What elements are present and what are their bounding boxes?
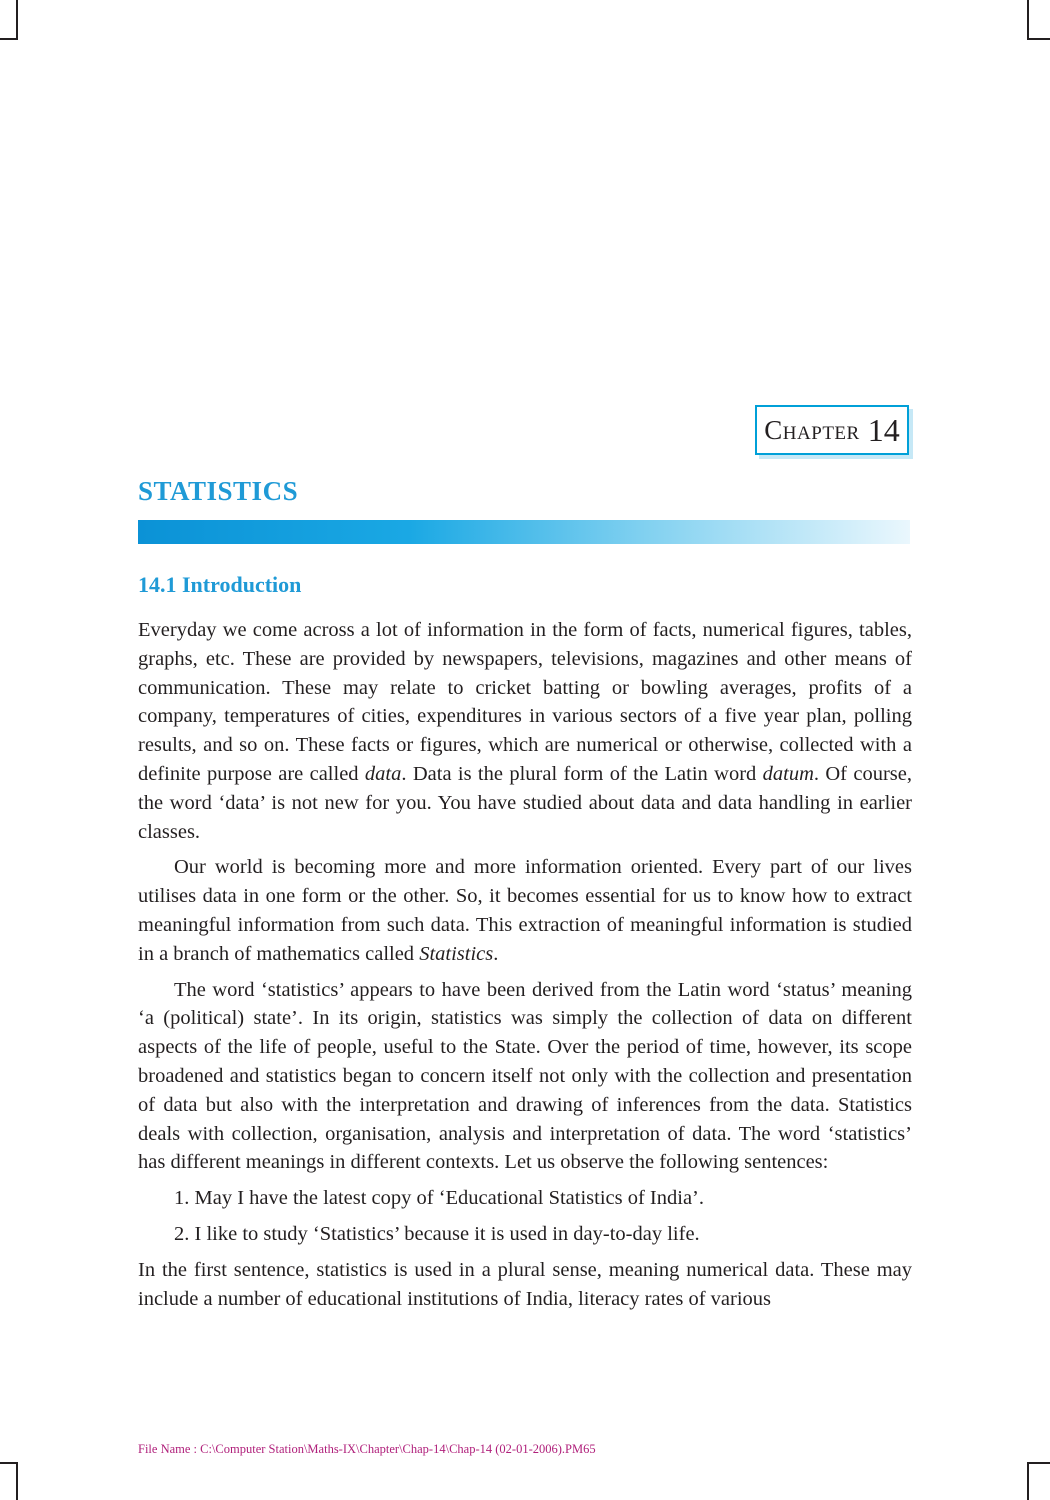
crop-mark-top-right-h xyxy=(1027,38,1050,40)
crop-mark-top-left xyxy=(16,0,18,40)
paragraph-4: In the first sentence, statistics is used in a plural sense, meaning numerical data. These may include a number of educational institutions of India, literacy rates of various xyxy=(138,1258,912,1310)
chapter-word: Chapter xyxy=(764,414,860,445)
file-name-footer: File Name : C:\Computer Station\Maths-IX\Chapter\Chap-14\Chap-14 (02-01-2006).PM65 xyxy=(138,1442,596,1456)
section-heading: 14.1 Introduction xyxy=(138,572,302,597)
paragraph-2: Our world is becoming more and more information oriented. Every part of our lives utilises data in one form or the other. So, it becomes essential for us to know how to extract meaningful information from such data. This extraction of meaningful information is studied in a branch of mathematics called Statistics. xyxy=(138,856,912,965)
term-data: data xyxy=(364,762,402,785)
page-title: STATISTICS xyxy=(138,476,299,506)
list-item: 1. May I have the latest copy of ‘Educational Statistics of India’. xyxy=(174,1187,704,1210)
term-datum: datum xyxy=(762,762,814,785)
crop-mark-bottom-left xyxy=(16,1462,18,1500)
paragraph-1: Everyday we come across a lot of information in the form of facts, numerical figures, tables, graphs, etc. These are provided by newspapers, televisions, magazines and other means of communication. These may relate to cricket batting or bowling averages, profits of a company, temperatures of cities, expenditures in various sectors of a five year plan, polling results, and so on. These facts or figures, which are numerical or otherwise, collected with a definite purpose are called data. Data is the plural form of the Latin word datum. Of course, the word ‘data’ is not new for you. You have studied about data and data handling in earlier classes. xyxy=(138,619,912,843)
body-text xyxy=(138,616,912,1320)
list-item: 2. I like to study ‘Statistics’ because it is used in day-to-day life. xyxy=(174,1222,700,1245)
crop-mark-bottom-right-h xyxy=(1027,1462,1050,1464)
crop-mark-top-left-h xyxy=(0,38,18,40)
crop-mark-top-right xyxy=(1027,0,1029,40)
paragraph-3: The word ‘statistics’ appears to have been derived from the Latin word ‘status’ meaning ‘a (political) state’. In its origin, statistics was simply the collection of data on different aspects of the life of people, useful to the State. Over the period of time, however, its scope broadened and statistics began to concern itself not only with the collection and presentation of data but also with the interpretation and drawing of inferences from the data. Statistics deals with collection, organisation, analysis and interpretation of data. The word ‘statistics’ has different meanings in different contexts. Let us observe the following sentences: xyxy=(138,978,912,1174)
crop-mark-bottom-left-h xyxy=(0,1462,18,1464)
title-gradient-bar xyxy=(138,520,910,544)
crop-mark-bottom-right xyxy=(1027,1462,1029,1500)
term-statistics: Statistics xyxy=(419,942,494,965)
chapter-number: 14 xyxy=(867,411,900,448)
chapter-label xyxy=(755,405,909,455)
